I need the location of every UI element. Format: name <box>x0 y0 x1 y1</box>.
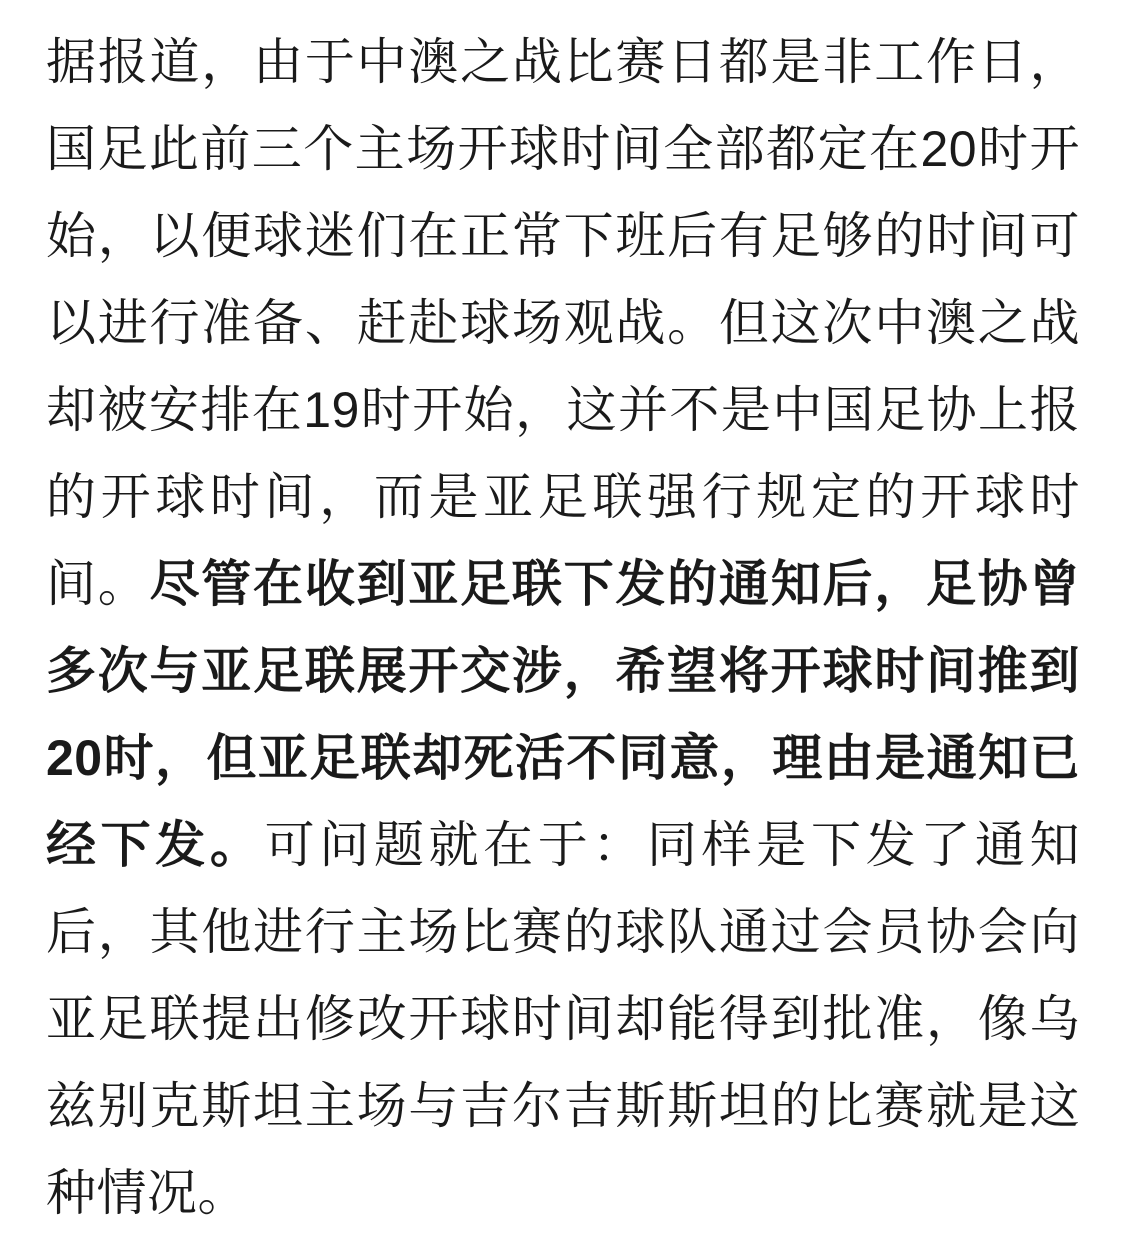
paragraph-text-before-bold: 据报道，由于中澳之战比赛日都是非工作日，国足此前三个主场开球时间全部都定在20时开始，以便球迷们在正常下班后有足够的时间可以进行准备、赶赴球场观战。但这次中澳之战却被安排在19时开始，这并不是中国足协上报的开球时间，而是亚足联强行规定的开球时间。 <box>46 34 1080 612</box>
paragraph-text-after-bold: 可问题就在于：同样是下发了通知后，其他进行主场比赛的球队通过会员协会向亚足联提出修改开球时间却能得到批准，像乌兹别克斯坦主场与吉尔吉斯斯坦的比赛就是这种情况。 <box>46 817 1081 1221</box>
paragraph-bold-emphasis-text: 尽管在收到亚足联下发的通知后，足协曾多次与亚足联展开交涉，希望将开球时间推到20时，但亚足联却死活不同意，理由是通知已经下发。 <box>46 556 1081 873</box>
article-paragraph <box>46 19 1080 1237</box>
